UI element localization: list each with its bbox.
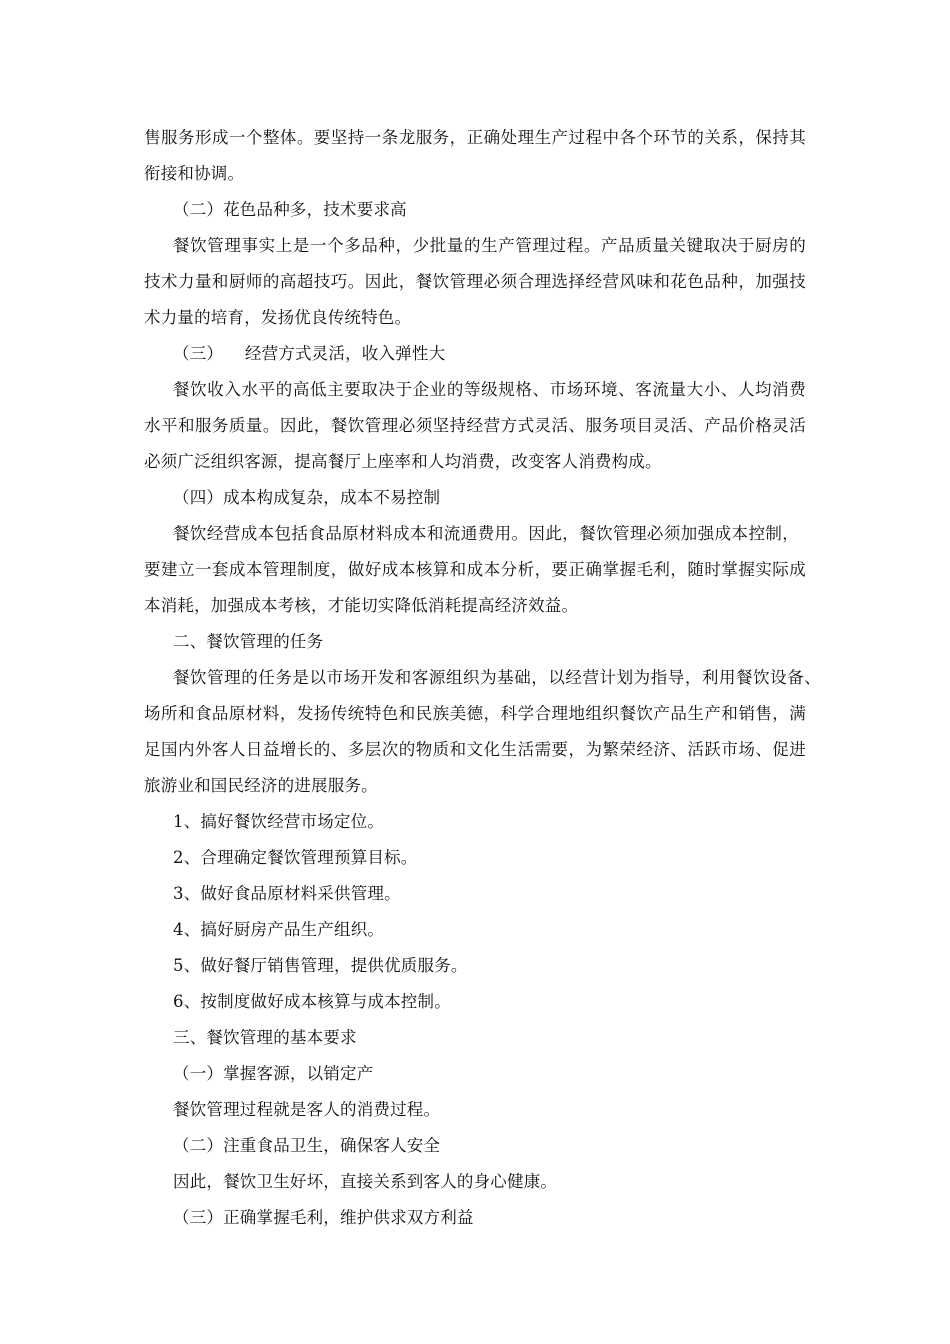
body-paragraph-line: 水平和服务质量。因此，餐饮管理必须坚持经营方式灵活、服务项目灵活、产品价格灵活 (144, 416, 806, 435)
subsection-heading: （四）成本构成复杂，成本不易控制 (173, 488, 441, 507)
body-paragraph-line: 售服务形成一个整体。要坚持一条龙服务，正确处理生产过程中各个环节的关系，保持其 (144, 128, 806, 147)
subsection-heading: （二）花色品种多，技术要求高 (173, 200, 407, 219)
body-paragraph-line: 餐饮管理过程就是客人的消费过程。 (173, 1100, 441, 1119)
list-item: 3、做好食品原材料采供管理。 (173, 884, 401, 903)
body-paragraph-line: 场所和食品原材料，发扬传统特色和民族美德，科学合理地组织餐饮产品生产和销售，满 (144, 704, 806, 723)
body-paragraph-line: 餐饮管理的任务是以市场开发和客源组织为基础，以经营计划为指导，利用餐饮设备、 (173, 668, 821, 687)
body-paragraph-line: 因此，餐饮卫生好坏，直接关系到客人的身心健康。 (173, 1172, 558, 1191)
body-paragraph-line: 术力量的培育，发扬优良传统特色。 (144, 308, 412, 327)
body-paragraph-line: 本消耗，加强成本考核，才能切实降低消耗提高经济效益。 (144, 596, 579, 615)
body-paragraph-line: 餐饮收入水平的高低主要取决于企业的等级规格、市场环境、客流量大小、人均消费 (173, 380, 806, 399)
list-item: 5、做好餐厅销售管理，提供优质服务。 (173, 956, 468, 975)
body-paragraph-line: 衔接和协调。 (144, 164, 245, 183)
subsection-heading: （三） 经营方式灵活，收入弹性大 (173, 344, 446, 363)
subsection-heading: （一）掌握客源，以销定产 (173, 1064, 374, 1083)
body-paragraph-line: 餐饮经营成本包括食品原材料成本和流通费用。因此，餐饮管理必须加强成本控制， (173, 524, 799, 543)
list-item: 4、搞好厨房产品生产组织。 (173, 920, 385, 939)
body-paragraph-line: 足国内外客人日益增长的、多层次的物质和文化生活需要，为繁荣经济、活跃市场、促进 (144, 740, 806, 759)
list-item: 6、按制度做好成本核算与成本控制。 (173, 992, 451, 1011)
body-paragraph-line: 餐饮管理事实上是一个多品种，少批量的生产管理过程。产品质量关键取决于厨房的 (173, 236, 806, 255)
body-paragraph-line: 技术力量和厨师的高超技巧。因此，餐饮管理必须合理选择经营风味和花色品种，加强技 (144, 272, 806, 291)
list-item: 1、搞好餐饮经营市场定位。 (173, 812, 385, 831)
body-paragraph-line: 要建立一套成本管理制度，做好成本核算和成本分析，要正确掌握毛利，随时掌握实际成 (144, 560, 806, 579)
body-paragraph-line: 必须广泛组织客源，提高餐厅上座率和人均消费，改变客人消费构成。 (144, 452, 662, 471)
section-heading: 三、餐饮管理的基本要求 (173, 1028, 357, 1047)
subsection-heading: （三）正确掌握毛利，维护供求双方利益 (173, 1208, 474, 1227)
body-paragraph-line: 旅游业和国民经济的进展服务。 (144, 776, 378, 795)
subsection-heading: （二）注重食品卫生，确保客人安全 (173, 1136, 441, 1155)
list-item: 2、合理确定餐饮管理预算目标。 (173, 848, 418, 867)
section-heading: 二、餐饮管理的任务 (173, 632, 324, 651)
